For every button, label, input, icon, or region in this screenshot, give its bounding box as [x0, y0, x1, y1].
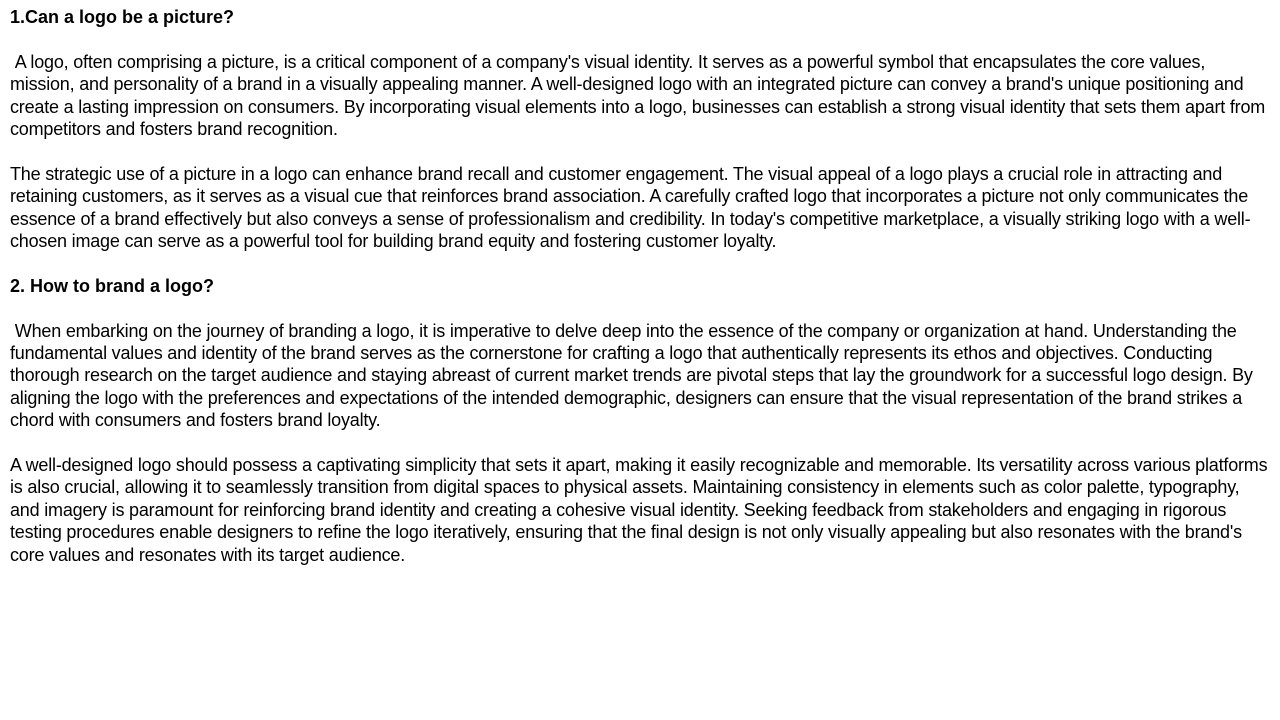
paragraph: The strategic use of a picture in a logo can enhance brand recall and customer engagement. The visual appeal of a logo plays a crucial role in attracting and retaining customers, as it serves as a visual cue that reinforces brand association. A carefully crafted logo that incorporates a picture not only communicates the essence of a brand effectively but also conveys a sense of professionalism and credibility. In today's competitive marketplace, a visually striking logo with a well-chosen image can serve as a powerful tool for building brand equity and fostering customer loyalty. [10, 163, 1251, 252]
spacer [10, 252, 1270, 274]
spacer [10, 297, 1270, 319]
section-heading-brand-logo: 2. How to brand a logo? [10, 275, 214, 296]
spacer [10, 432, 1270, 454]
spacer [10, 140, 1270, 162]
paragraph: A logo, often comprising a picture, is a critical component of a company's visual identity. It serves as a powerful symbol that encapsulates the core values, mission, and personality of a brand in a visually appealing manner. A well-designed logo with an integrated picture can convey a brand's unique positioning and create a lasting impression on consumers. By incorporating visual elements into a logo, businesses can establish a strong visual identity that sets them apart from competitors and fosters brand recognition. [10, 51, 1266, 140]
paragraph: A well-designed logo should possess a captivating simplicity that sets it apart, making it easily recognizable and memorable. Its versatility across various platforms is also crucial, allowing it to seamlessly transition from digital spaces to physical assets. Maintaining consistency in elements such as color palette, typography, and imagery is paramount for reinforcing brand identity and creating a cohesive visual identity. Seeking feedback from stakeholders and engaging in rigorous testing procedures enable designers to refine the logo iteratively, ensuring that the final design is not only visually appealing but also resonates with the brand's core values and resonates with its target audience. [10, 455, 1268, 565]
spacer [10, 28, 1270, 50]
section-heading-logo-picture: 1.Can a logo be a picture? [10, 7, 235, 27]
paragraph: When embarking on the journey of branding a logo, it is imperative to delve deep into the essence of the company or organization at hand. Understanding the fundamental values and identity of the brand serves as the cornerstone for crafting a logo that authentically represents its ethos and objectives. Conducting thorough research on the target audience and staying abreast of current market trends are pivotal steps that lay the groundwork for a successful logo design. By aligning the logo with the preferences and expectations of the intended demographic, designers can ensure that the visual representation of the brand strikes a chord with consumers and fosters brand loyalty. [10, 320, 1253, 431]
